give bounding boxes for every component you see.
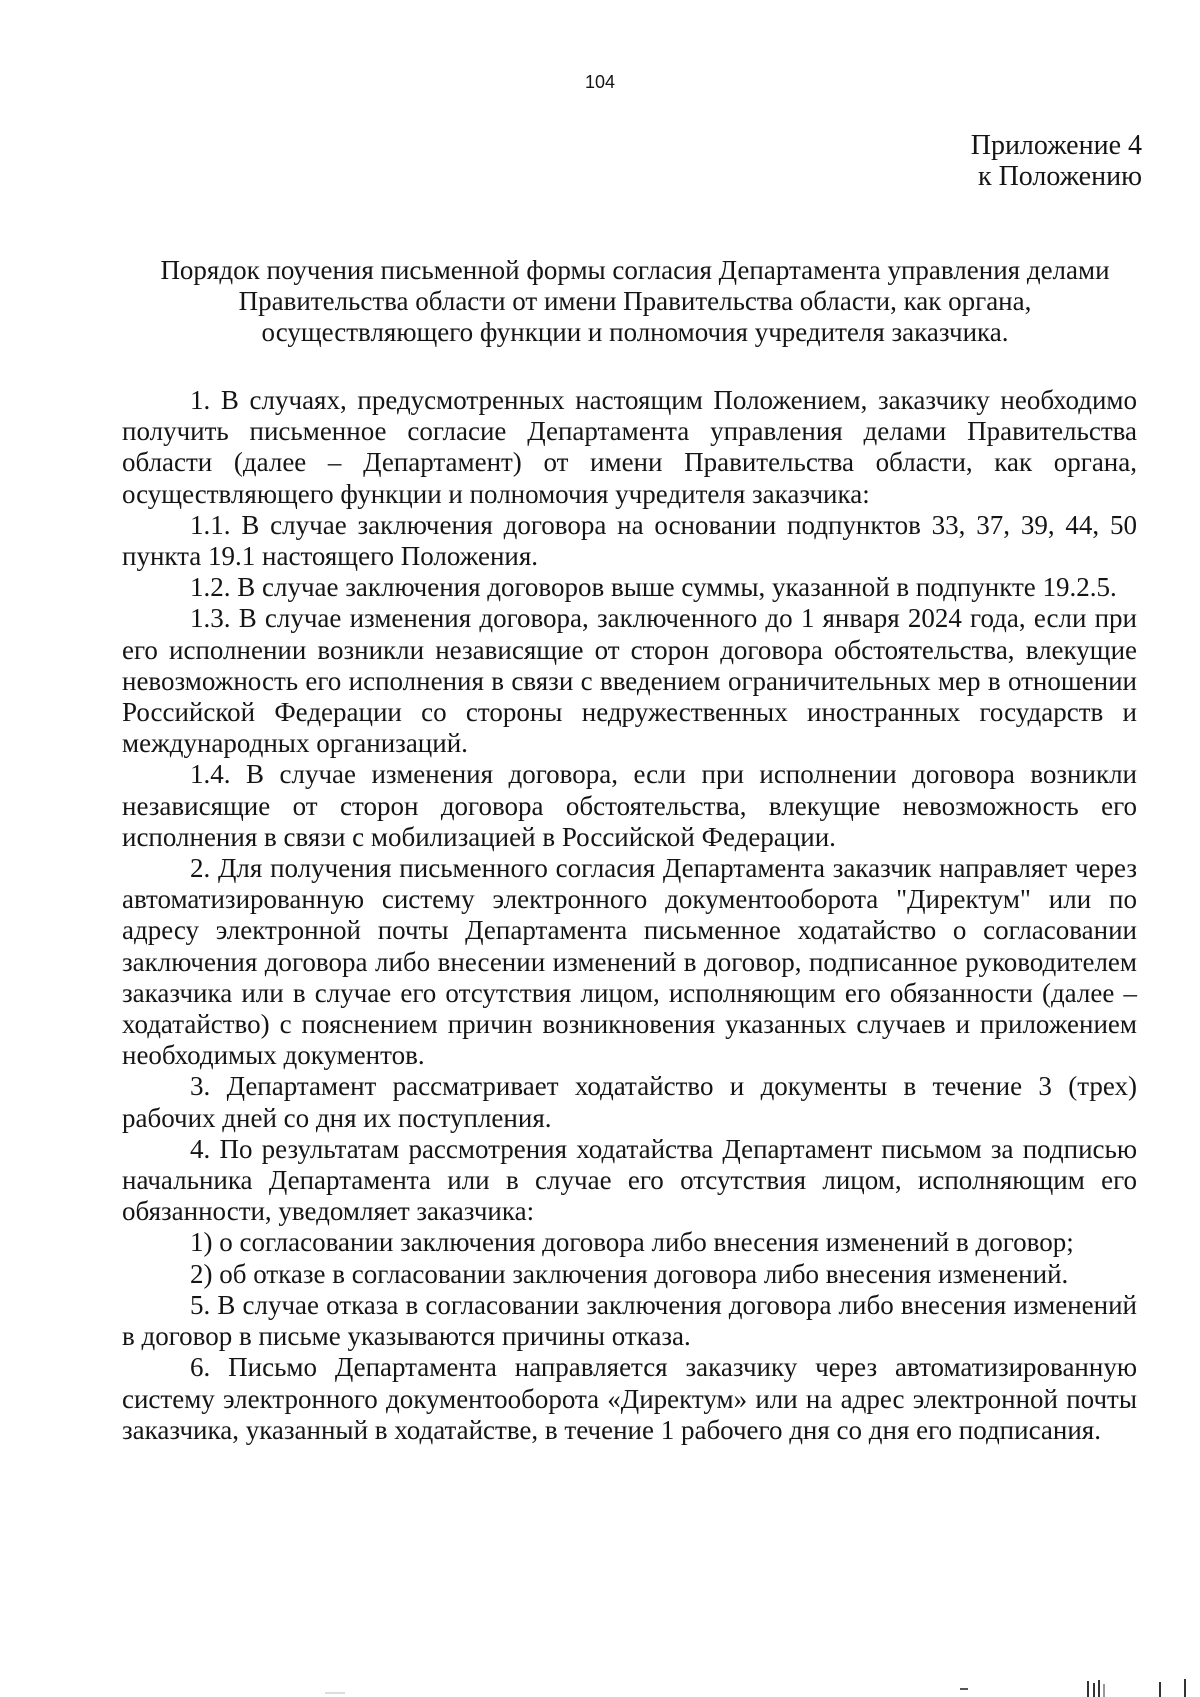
paragraph-4: 4. По результатам рассмотрения ходатайства Департамент письмом за подписью начальника Департамента или в случае его отсутствия лицом, исполняющим его обязанности, уведомляет заказчика: [122,1133,1137,1227]
paragraph-3: 3. Департамент рассматривает ходатайство и документы в течение 3 (трех) рабочих дней со дня их поступления. [122,1071,1137,1133]
appendix-reference [971,130,1142,192]
page-number: 104 [584,72,616,92]
paragraph-1-2: 1.2. В случае заключения договоров выше суммы, указанной в подпункте 19.2.5. [190,572,1117,603]
paragraph-1-4: 1.4. В случае изменения договора, если при исполнении договора возникли независящие от сторон договора обстоятельства, влекущие невозможность его исполнения в связи с мобилизацией в Российской Федерации. [122,759,1137,852]
appendix-line-1: Приложение 4 [970,130,1142,161]
paragraph-5: 5. В случае отказа в согласовании заключения договора либо внесения изменений в договор в письме указываются причины отказа. [122,1289,1137,1352]
document-body [122,385,1137,1446]
scan-artifacts [0,1667,1200,1697]
paragraph-4-item-1: 1) о согласовании заключения договора либо внесения изменений в договор; [190,1227,1074,1258]
document-title: Порядок поучения письменной формы согласия Департамента управления делами Правительства области от имени Правительства области, как органа, осуществляющего функции и полномочия учредителя заказчика. [160,255,1110,347]
paragraph-2: 2. Для получения письменного согласия Департамента заказчик направляет через автоматизированную систему электронного документооборота "Директум" или по адресу электронной почты Департамента письменное ходатайство о согласовании заключения договора либо внесении изменений в договор, подписанное руководителем заказчика или в случае его отсутствия лицом, исполняющим его обязанности (далее – ходатайство) с пояснением причин возникновения указанных случаев и приложением необходимых документов. [122,853,1137,1071]
paragraph-6: 6. Письмо Департамента направляется заказчику через автоматизированную систему электронного документооборота «Директум» или на адрес электронной почты заказчика, указанный в ходатайстве, в течение 1 рабочего дня со дня его подписания. [122,1352,1137,1445]
appendix-line-2: к Положению [977,161,1142,192]
paragraph-1-1: 1.1. В случае заключения договора на основании подпунктов 33, 37, 39, 44, 50 пункта 19.1 настоящего Положения. [122,509,1137,572]
paragraph-4-item-2: 2) об отказе в согласовании заключения договора либо внесения изменений. [190,1258,1069,1289]
paragraph-1: 1. В случаях, предусмотренных настоящим Положением, заказчику необходимо получить письменное согласие Департамента управления делами Правительства области (далее – Департамент) от имени Правительства области, как органа, осуществляющего функции и полномочия учредителя заказчика: [122,385,1137,509]
paragraph-1-3: 1.3. В случае изменения договора, заключенного до 1 января 2024 года, если при его исполнении возникли независящие от сторон договора обстоятельства, влекущие невозможность его исполнения в связи с введением ограничительных мер в отношении Российской Федерации со стороны недружественных иностранных государств и международных организаций. [122,603,1137,759]
